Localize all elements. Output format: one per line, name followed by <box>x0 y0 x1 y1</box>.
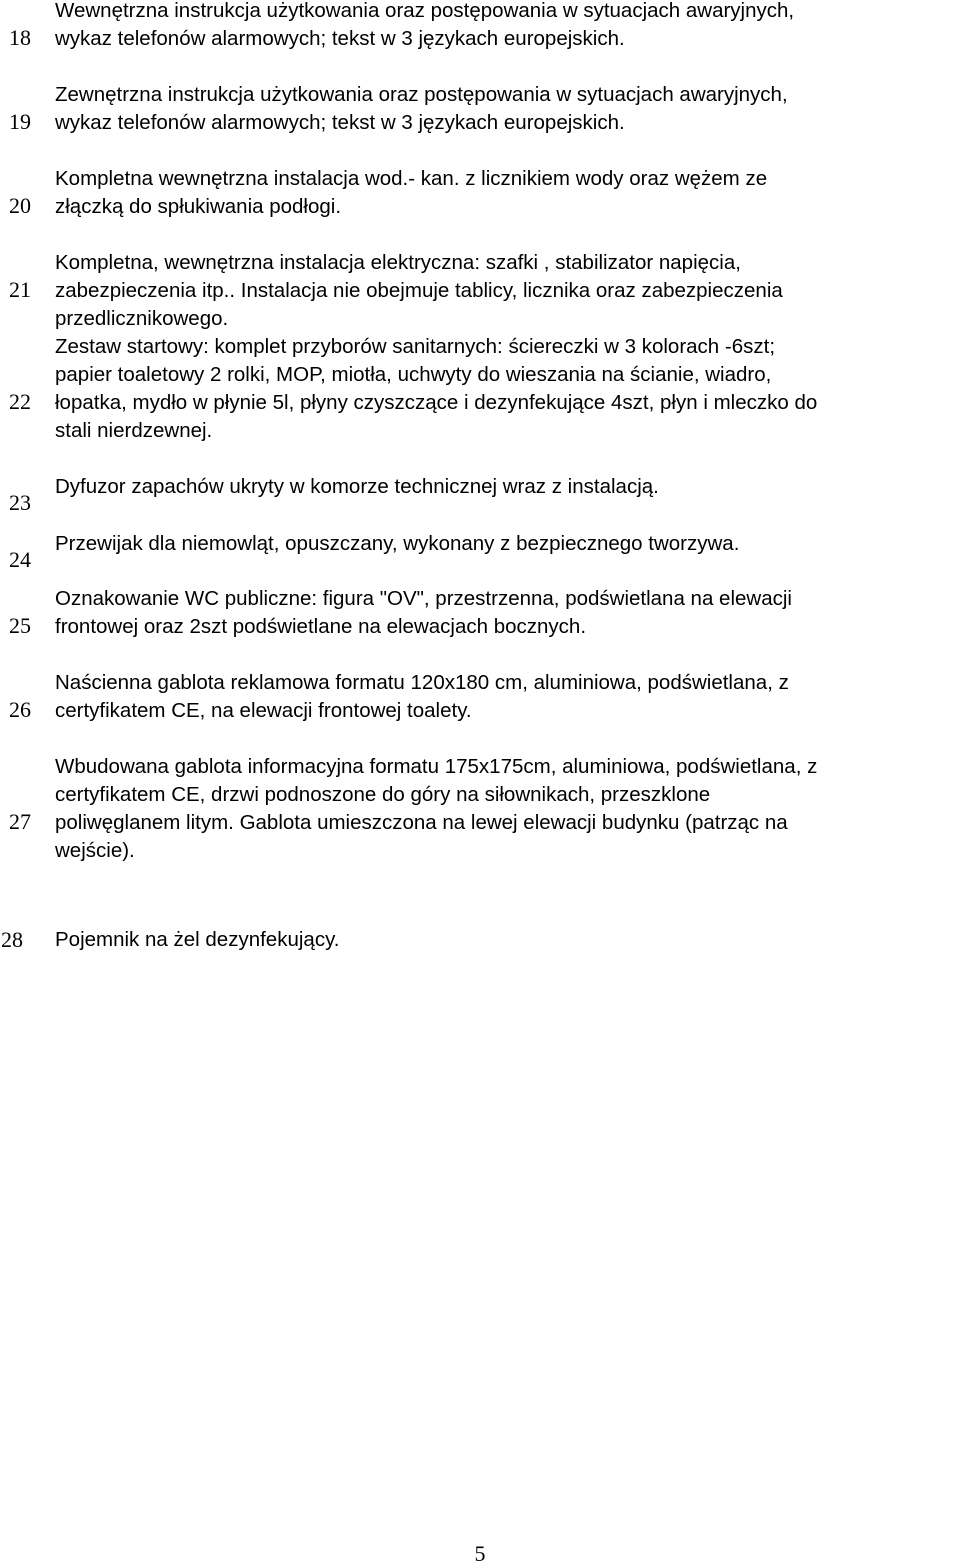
row-number-27: 27 <box>9 809 31 834</box>
row-text-21: Kompletna, wewnętrzna instalacja elektryczna: szafki , stabilizator napięcia, zabezpieczenia itp.. Instalacja nie obejmuje tablicy, licznika oraz zabezpieczenia przedlicznikowego. <box>55 251 783 330</box>
row-number-28: 28 <box>1 927 23 952</box>
row-text-24: Przewijak dla niemowląt, opuszczany, wykonany z bezpiecznego tworzywa. <box>55 532 740 555</box>
row-text-27: Wbudowana gablota informacyjna formatu 175x175cm, aluminiowa, podświetlana, z certyfikatem CE, drzwi podnoszone do góry na siłownikach, przeszklone poliwęglanem litym. Gablota umieszczona na lewej elewacji budynku (patrząc na wejście). <box>55 755 818 862</box>
row-text-19: Zewnętrzna instrukcja użytkowania oraz postępowania w sytuacjach awaryjnych, wykaz telefonów alarmowych; tekst w 3 językach europejskich. <box>55 83 788 134</box>
row-number-23: 23 <box>9 490 31 515</box>
row-number-21: 21 <box>9 277 31 302</box>
row-text-23: Dyfuzor zapachów ukryty w komorze technicznej wraz z instalacją. <box>55 475 659 498</box>
row-text-18: Wewnętrzna instrukcja użytkowania oraz postępowania w sytuacjach awaryjnych, wykaz telefonów alarmowych; tekst w 3 językach europejskich. <box>55 0 795 50</box>
row-number-22: 22 <box>9 389 31 414</box>
row-number-25: 25 <box>9 613 31 638</box>
row-number-18: 18 <box>9 25 31 50</box>
row-text-20: Kompletna wewnętrzna instalacja wod.- kan. z licznikiem wody oraz wężem ze złączką do spłukiwania podłogi. <box>55 167 768 218</box>
row-text-26: Naścienna gablota reklamowa formatu 120x180 cm, aluminiowa, podświetlana, z certyfikatem CE, na elewacji frontowej toalety. <box>55 671 789 722</box>
row-number-20: 20 <box>9 193 31 218</box>
row-text-28: Pojemnik na żel dezynfekujący. <box>55 928 340 951</box>
row-number-19: 19 <box>9 109 31 134</box>
row-number-26: 26 <box>9 697 31 722</box>
row-number-24: 24 <box>9 547 31 572</box>
page-number: 5 <box>474 1541 486 1566</box>
row-text-25: Oznakowanie WC publiczne: figura "OV", przestrzenna, podświetlana na elewacji frontowej oraz 2szt podświetlane na elewacjach bocznych. <box>55 587 792 638</box>
row-text-22: Zestaw startowy: komplet przyborów sanitarnych: ściereczki w 3 kolorach -6szt; papier toaletowy 2 rolki, MOP, miotła, uchwyty do wieszania na ścianie, wiadro, łopatka, mydło w płynie 5l, płyny czyszczące i dezynfekujące 4szt, płyn i mleczko do stali nierdzewnej. <box>55 335 818 442</box>
